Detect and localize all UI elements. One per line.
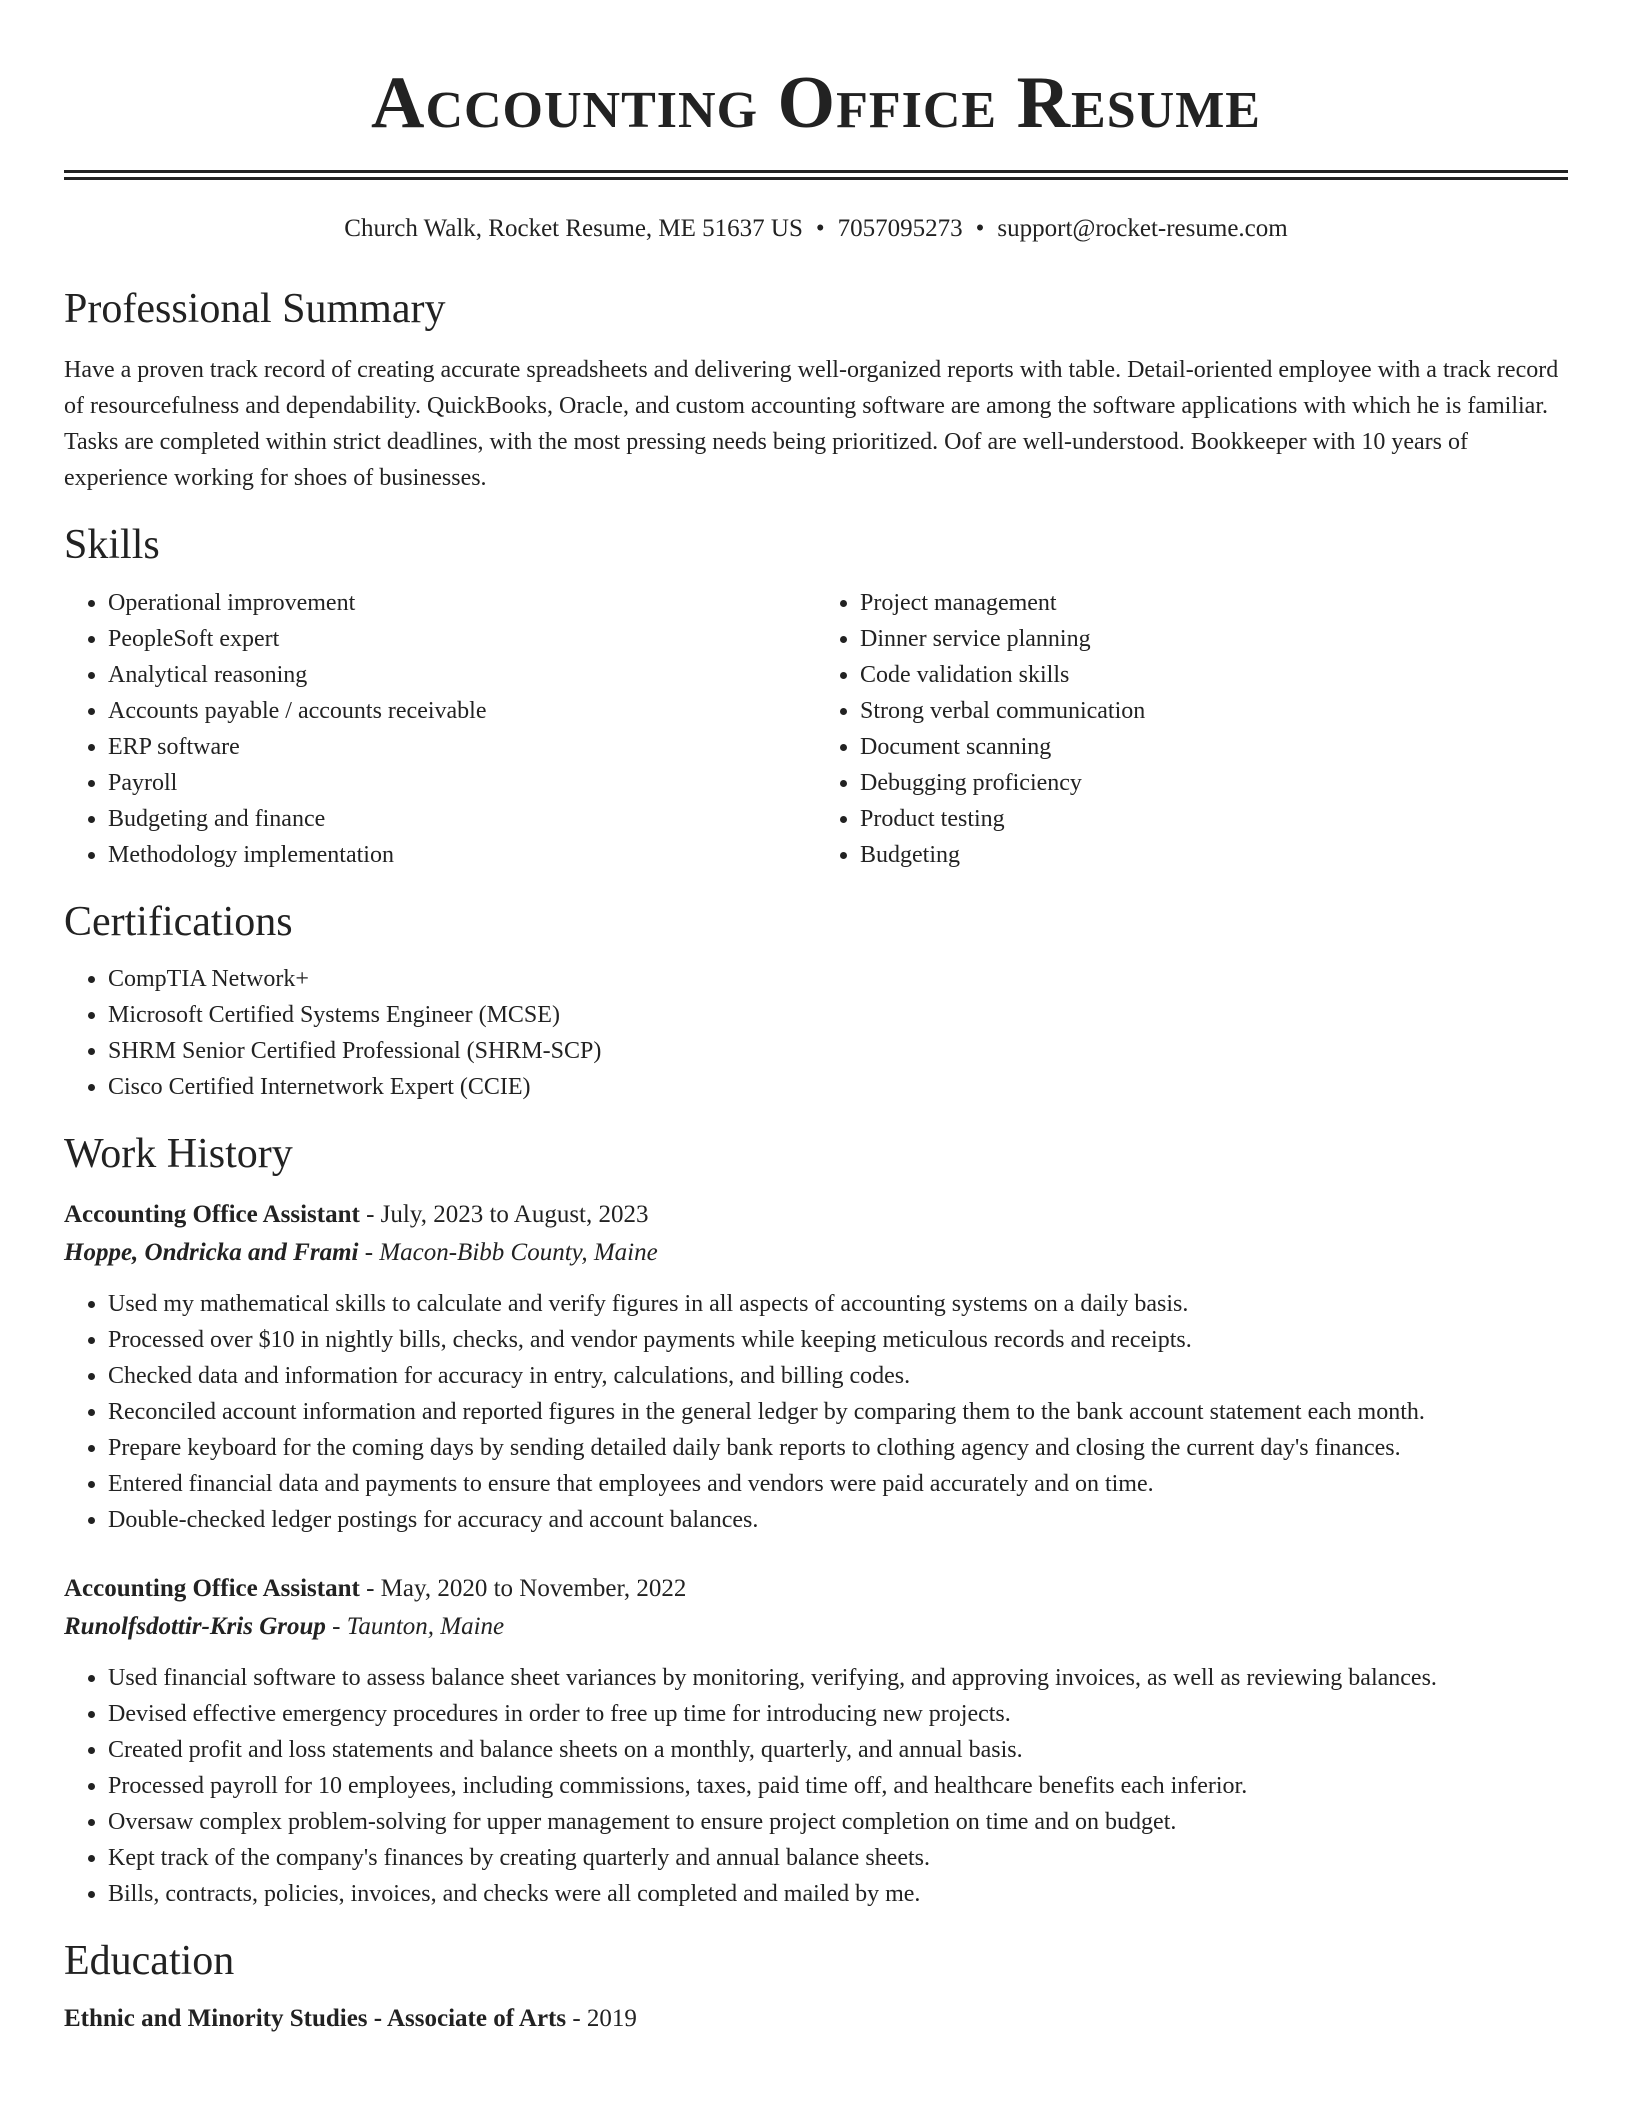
job-title: Accounting Office Assistant [64,1574,360,1602]
skill-item: • Product testing [860,801,1568,837]
job-company-line [64,1608,1568,1646]
contact-line [64,214,1568,244]
job-bullet: • Created profit and loss statements and balance sheets on a monthly, quarterly, and annual basis. [108,1732,1568,1768]
job-dates: - May, 2020 to November, 2022 [359,1574,687,1602]
contact-separator: • [975,215,985,242]
job-dates: - July, 2023 to August, 2023 [359,1200,649,1228]
skill-item: • PeopleSoft expert [108,621,816,657]
contact-address: Church Walk, Rocket Resume, ME 51637 US [344,215,803,242]
education-heading: Education [64,1937,235,1984]
job-location: - Taunton, Maine [325,1612,505,1640]
skill-item: • Methodology implementation [108,837,816,873]
certification-item: • Microsoft Certified Systems Engineer (MCSE) [108,997,1568,1033]
skill-item: • Payroll [108,765,816,801]
certification-item: • Cisco Certified Internetwork Expert (CCIE) [108,1069,1568,1105]
contact-email: support@rocket-resume.com [997,215,1288,242]
job-bullets [64,1660,1568,1912]
education-entry [64,2000,1568,2038]
skill-item: • Dinner service planning [860,621,1568,657]
title-double-rule [64,170,1568,180]
skill-item: • Operational improvement [108,585,816,621]
job-bullet: • Entered financial data and payments to ensure that employees and vendors were paid accurately and on time. [108,1466,1568,1502]
job-title: Accounting Office Assistant [64,1200,360,1228]
summary-text: Have a proven track record of creating accurate spreadsheets and delivering well-organized reports with table. Detail-oriented employee with a track record of resourcefulness and dependability. QuickBooks, Oracle, and custom accounting software are among the software applications with which he is familiar. Tasks are completed within strict deadlines, with the most pressing needs being prioritized. Oof are well-understood. Bookkeeper with 10 years of experience working for shoes of businesses. [64,357,1559,492]
work-history-section [64,1129,1568,1911]
skill-item: • Strong verbal communication [860,693,1568,729]
job-title-line [64,1570,1568,1608]
skills-list-left [64,585,816,873]
summary-heading: Professional Summary [64,286,446,332]
certifications-section [64,897,1568,1105]
job-company: Hoppe, Ondricka and Frami [64,1238,359,1266]
skill-item: • Debugging proficiency [860,765,1568,801]
job-location: - Macon-Bibb County, Maine [358,1238,658,1266]
job-company: Runolfsdottir-Kris Group [64,1612,326,1640]
contact-separator: • [815,215,825,242]
job-bullets [64,1286,1568,1538]
skill-item: • Accounts payable / accounts receivable [108,693,816,729]
skill-item: • Analytical reasoning [108,657,816,693]
job-entry [64,1196,1568,1538]
certifications-heading: Certifications [64,898,293,945]
skills-list-right [816,585,1568,873]
education-year: - 2019 [566,2004,637,2032]
skill-item: • Budgeting [860,837,1568,873]
contact-phone: 7057095273 [837,215,963,242]
skill-item: • Document scanning [860,729,1568,765]
skill-item: • Budgeting and finance [108,801,816,837]
job-bullet: • Bills, contracts, policies, invoices, and checks were all completed and mailed by me. [108,1876,1568,1912]
job-bullet: • Kept track of the company's finances by creating quarterly and annual balance sheets. [108,1840,1568,1876]
work-history-heading: Work History [64,1131,293,1178]
job-bullet: • Used my mathematical skills to calculate and verify figures in all aspects of accounting systems on a daily basis. [108,1286,1568,1322]
education-degree: Ethnic and Minority Studies - Associate of Arts [64,2004,567,2032]
job-bullet: • Devised effective emergency procedures in order to free up time for introducing new projects. [108,1696,1568,1732]
job-bullet: • Double-checked ledger postings for accuracy and account balances. [108,1502,1568,1538]
skills-columns [64,585,1568,873]
job-bullet: • Used financial software to assess balance sheet variances by monitoring, verifying, and approving invoices, as well as reviewing balances. [108,1660,1568,1696]
certification-item: • CompTIA Network+ [108,961,1568,997]
job-entry [64,1570,1568,1912]
skill-item: • ERP software [108,729,816,765]
certification-item: • SHRM Senior Certified Professional (SHRM-SCP) [108,1033,1568,1069]
job-bullet: • Reconciled account information and reported figures in the general ledger by comparing them to the bank account statement each month. [108,1394,1568,1430]
job-company-line [64,1234,1568,1272]
job-bullet: • Checked data and information for accuracy in entry, calculations, and billing codes. [108,1358,1568,1394]
job-bullet: • Processed payroll for 10 employees, including commissions, taxes, paid time off, and healthcare benefits each inferior. [108,1768,1568,1804]
skills-heading: Skills [64,522,160,569]
skills-section [64,520,1568,872]
skill-item: • Code validation skills [860,657,1568,693]
education-section [64,1936,1568,2038]
job-title-line [64,1196,1568,1234]
job-bullet: • Oversaw complex problem-solving for upper management to ensure project completion on time and on budget. [108,1804,1568,1840]
certifications-list [64,961,1568,1105]
skill-item: • Project management [860,585,1568,621]
job-bullet: • Processed over $10 in nightly bills, checks, and vendor payments while keeping meticulous records and receipts. [108,1322,1568,1358]
resume-title: Accounting Office Resume [371,62,1261,144]
job-bullet: • Prepare keyboard for the coming days by sending detailed daily bank reports to clothing agency and closing the current day's finances. [108,1430,1568,1466]
summary-section [64,284,1568,496]
